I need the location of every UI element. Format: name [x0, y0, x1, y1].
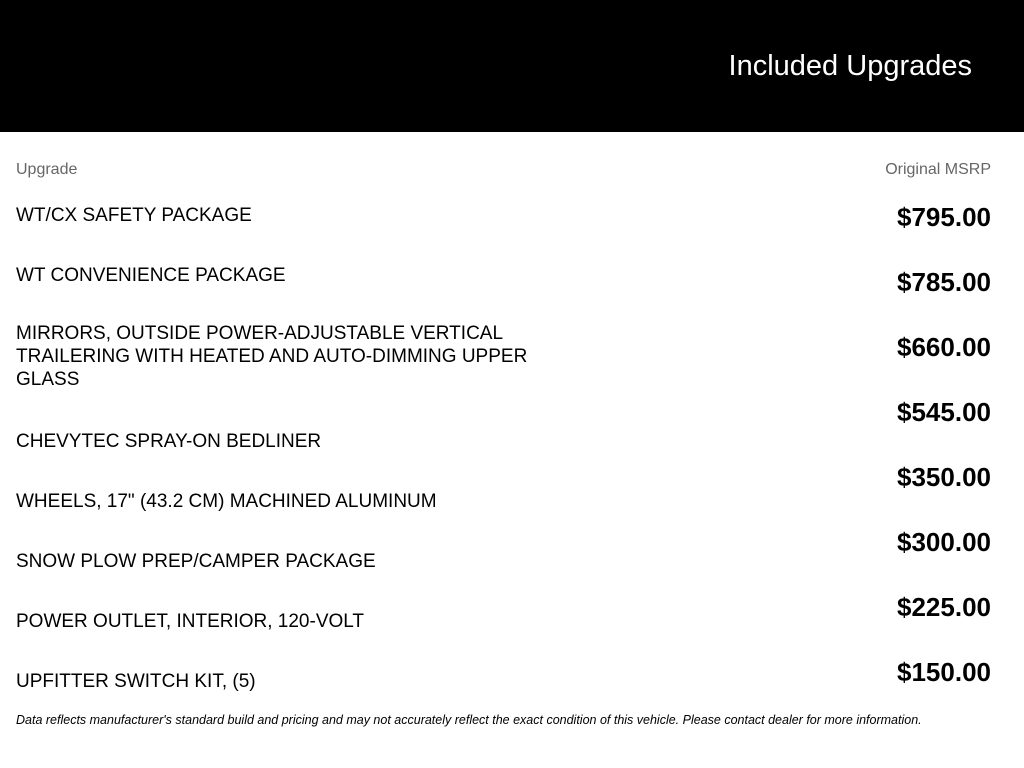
upgrade-name: WT/CX SAFETY PACKAGE [16, 205, 252, 226]
upgrade-price: $350.00 [897, 462, 991, 492]
upgrade-price: $795.00 [897, 202, 991, 232]
disclaimer-note: Data reflects manufacturer's standard build and pricing and may not accurately reflect the exact condition of this vehicle. Please contact dealer for more information. [16, 713, 922, 727]
upgrade-price: $225.00 [897, 592, 991, 622]
upgrade-price: $660.00 [897, 332, 991, 362]
upgrade-name: UPFITTER SWITCH KIT, (5) [16, 671, 256, 692]
upgrade-price: $300.00 [897, 527, 991, 557]
header-banner [0, 0, 1024, 132]
upgrade-name: CHEVYTEC SPRAY-ON BEDLINER [16, 431, 322, 452]
column-header-upgrade: Upgrade [16, 161, 78, 178]
upgrade-name: POWER OUTLET, INTERIOR, 120-VOLT [16, 611, 365, 632]
upgrade-price: $150.00 [897, 657, 991, 687]
upgrade-name: WHEELS, 17" (43.2 CM) MACHINED ALUMINUM [16, 491, 437, 512]
upgrade-price: $785.00 [897, 267, 991, 297]
column-header-msrp: Original MSRP [885, 161, 991, 178]
page-title: Included Upgrades [728, 50, 972, 82]
upgrade-name: MIRRORS, OUTSIDE POWER-ADJUSTABLE VERTICAL TRAILERING WITH HEATED AND AUTO-DIMMING UPPER GLASS [16, 323, 528, 390]
upgrade-name: SNOW PLOW PREP/CAMPER PACKAGE [16, 551, 376, 572]
upgrade-name: WT CONVENIENCE PACKAGE [16, 265, 286, 286]
upgrade-price: $545.00 [897, 397, 991, 427]
